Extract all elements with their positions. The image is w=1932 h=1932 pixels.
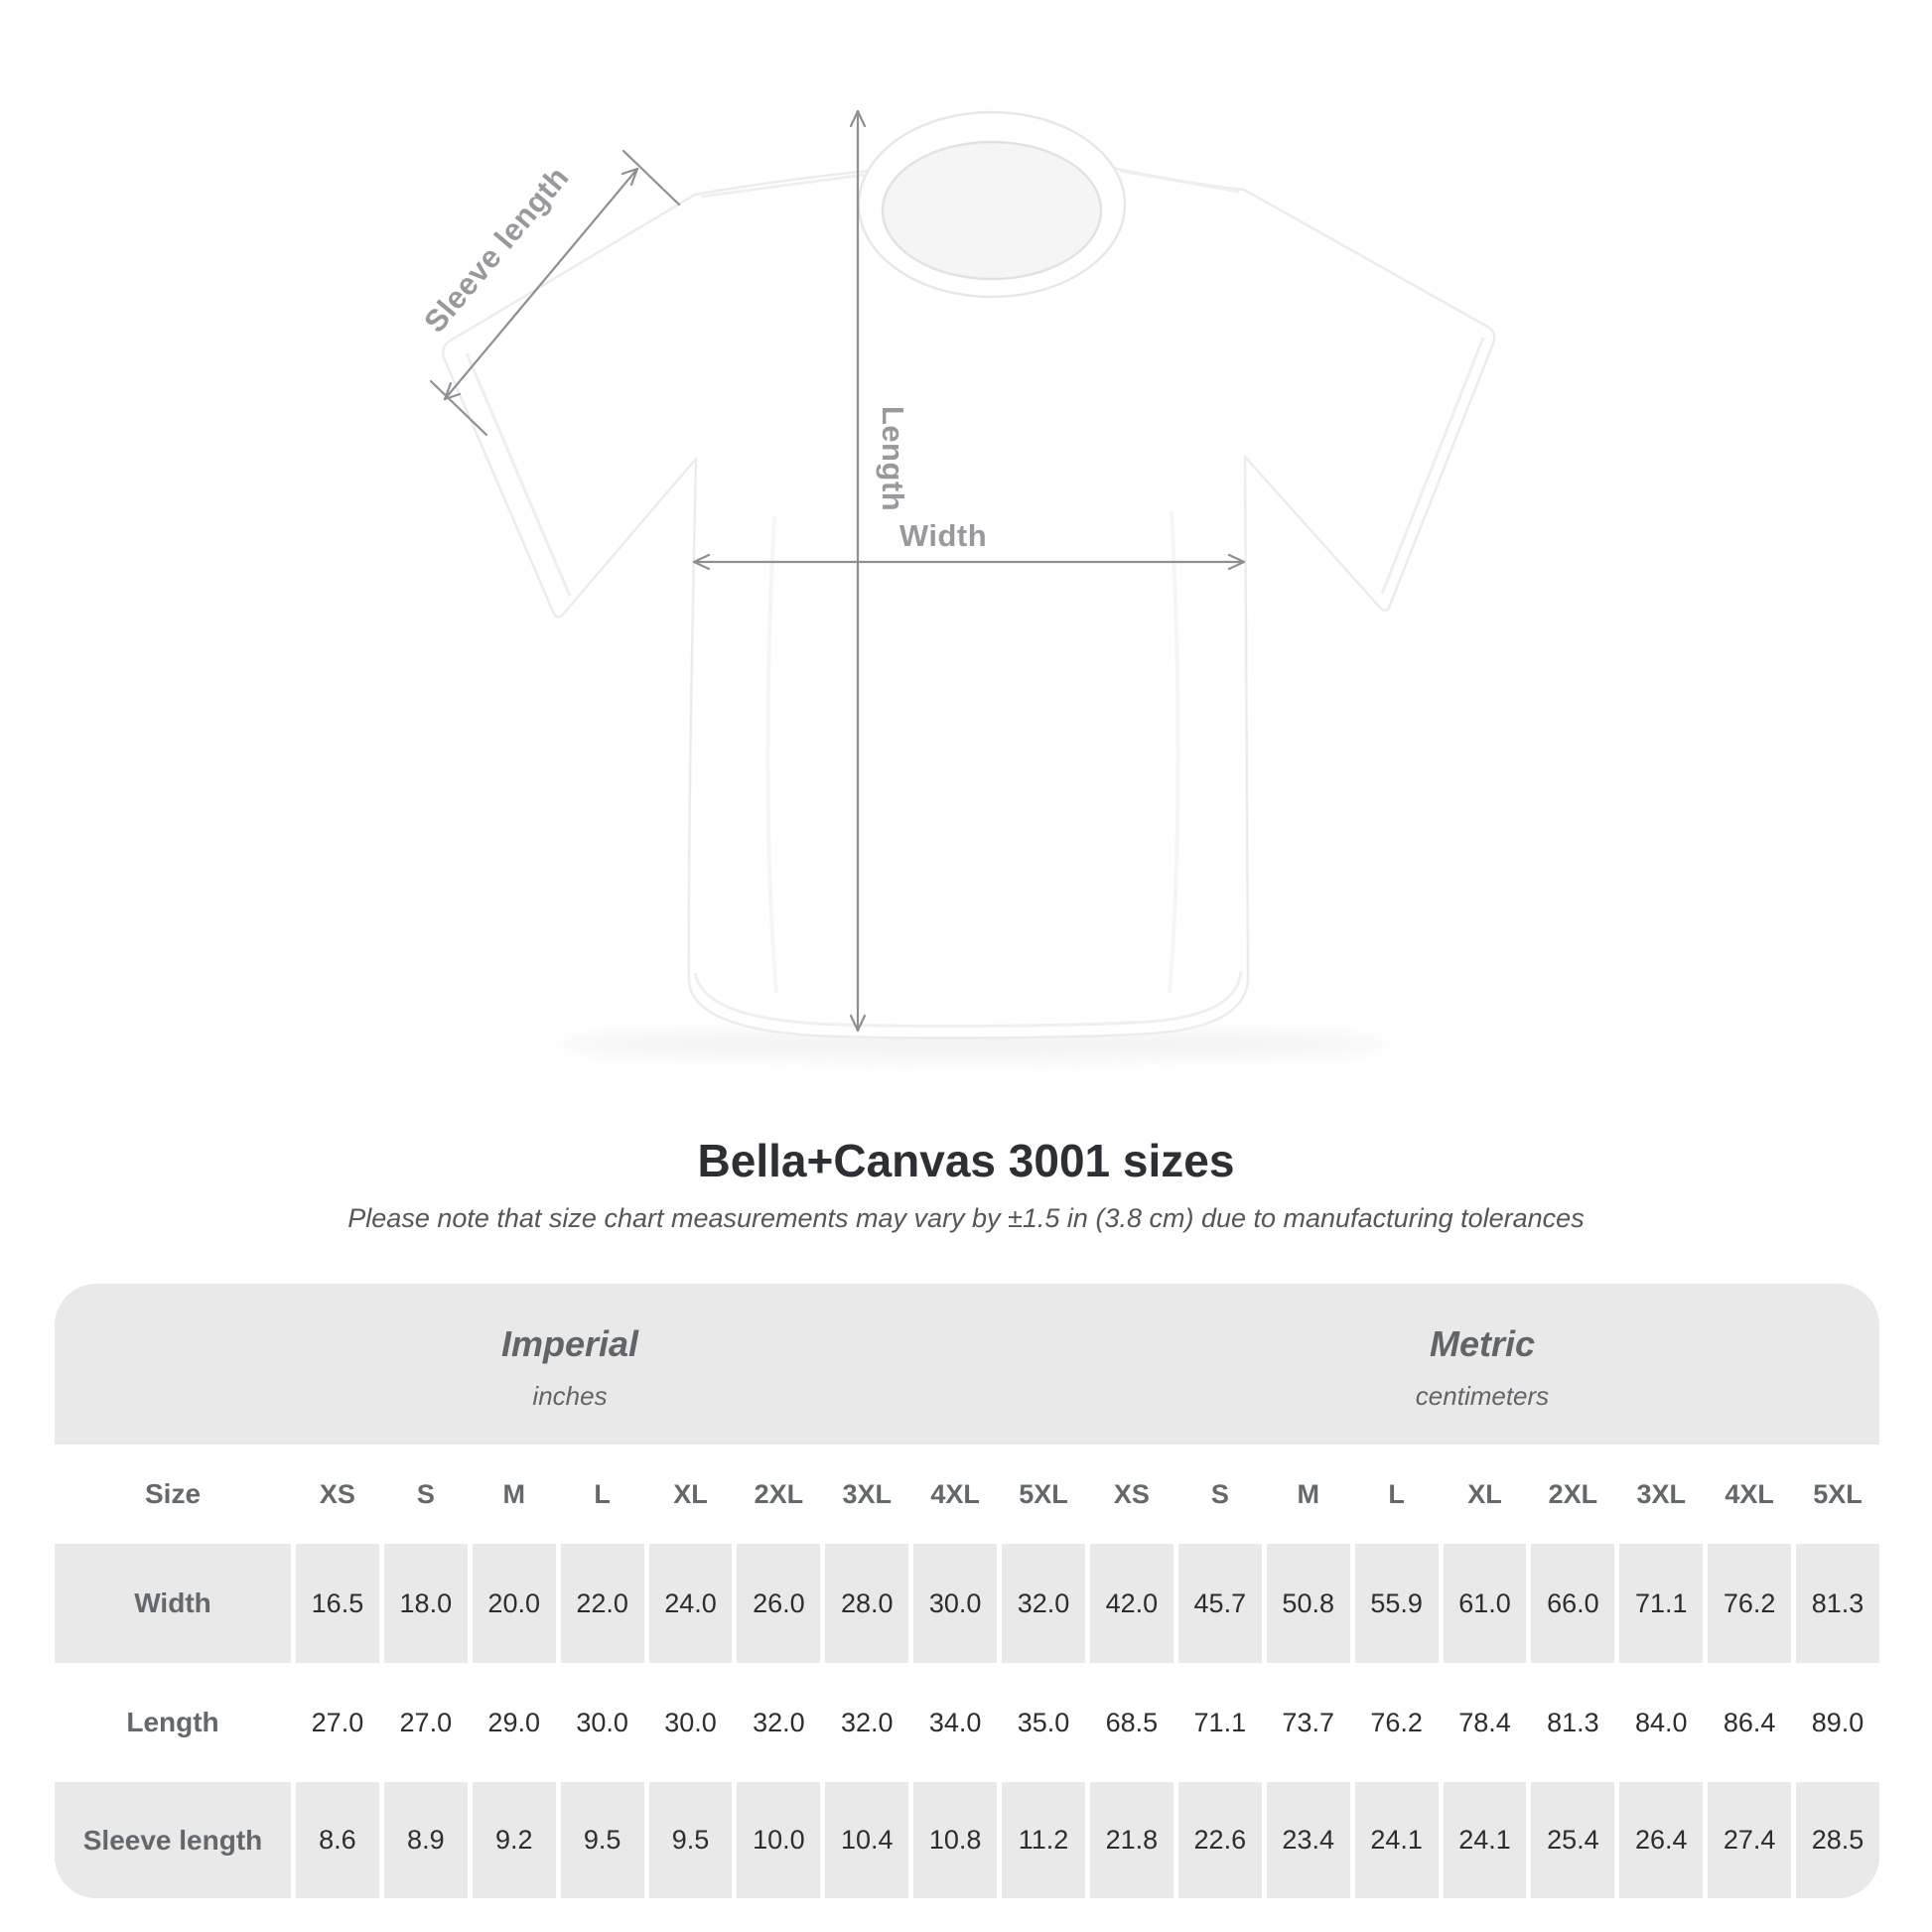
table-cell: 30.0 <box>556 1663 644 1782</box>
table-cell: 76.2 <box>1350 1663 1439 1782</box>
width-label: Width <box>898 518 988 553</box>
page-subtitle: Please note that size chart measurements may vary by ±1.5 in (3.8 cm) due to manufacturing tolerances <box>347 1203 1585 1233</box>
table-cell: 26.0 <box>732 1544 820 1663</box>
table-cell: 76.2 <box>1703 1544 1791 1663</box>
table-cell: 28.0 <box>820 1544 908 1663</box>
size-header-cell: M <box>468 1445 556 1544</box>
size-header-cell: 4XL <box>908 1445 997 1544</box>
imperial-title: Imperial <box>500 1323 639 1364</box>
table-cell: 9.5 <box>644 1782 733 1898</box>
size-header-cell: 2XL <box>1526 1445 1614 1544</box>
table-cell: 8.9 <box>379 1782 468 1898</box>
table-cell: 9.5 <box>556 1782 644 1898</box>
table-cell: 30.0 <box>908 1544 997 1663</box>
length-label: Length <box>876 405 910 512</box>
table-cell: 22.0 <box>556 1544 644 1663</box>
table-cell: 35.0 <box>997 1663 1085 1782</box>
size-header-cell: M <box>1262 1445 1350 1544</box>
imperial-section-header <box>55 1284 1085 1445</box>
size-header-cell: 3XL <box>820 1445 908 1544</box>
table-cell: 28.5 <box>1791 1782 1879 1898</box>
page-title: Bella+Canvas 3001 sizes <box>697 1135 1235 1186</box>
size-header-cell: L <box>1350 1445 1439 1544</box>
table-cell: 30.0 <box>644 1663 733 1782</box>
table-cell: 86.4 <box>1703 1663 1791 1782</box>
table-cell: 29.0 <box>468 1663 556 1782</box>
table-cell: 66.0 <box>1526 1544 1614 1663</box>
table-cell: 20.0 <box>468 1544 556 1663</box>
sleeve-length-label: Sleeve length <box>417 159 576 340</box>
table-cell: 61.0 <box>1439 1544 1527 1663</box>
table-cell: 26.4 <box>1614 1782 1703 1898</box>
table-cell: 11.2 <box>997 1782 1085 1898</box>
size-header-cell: XL <box>1439 1445 1527 1544</box>
size-header-cell: 5XL <box>1791 1445 1879 1544</box>
table-cell: 21.8 <box>1085 1782 1173 1898</box>
table-cell: 34.0 <box>908 1663 997 1782</box>
size-header-cell: L <box>556 1445 644 1544</box>
table-cell: 71.1 <box>1173 1663 1262 1782</box>
table-cell: 73.7 <box>1262 1663 1350 1782</box>
table-cell: 18.0 <box>379 1544 468 1663</box>
size-header-cell: 3XL <box>1614 1445 1703 1544</box>
table-cell: 68.5 <box>1085 1663 1173 1782</box>
table-cell: 16.5 <box>291 1544 379 1663</box>
table-cell: 81.3 <box>1791 1544 1879 1663</box>
size-header-cell: 5XL <box>997 1445 1085 1544</box>
table-cell: 8.6 <box>291 1782 379 1898</box>
row-label: Width <box>134 1587 211 1618</box>
metric-unit: centimeters <box>1415 1381 1550 1411</box>
table-cell: 23.4 <box>1262 1782 1350 1898</box>
table-cell: 42.0 <box>1085 1544 1173 1663</box>
size-header-cell: XS <box>291 1445 379 1544</box>
table-cell: 27.0 <box>291 1663 379 1782</box>
size-header-label: Size <box>144 1478 202 1509</box>
size-header-cell: XS <box>1085 1445 1173 1544</box>
table-cell: 25.4 <box>1526 1782 1614 1898</box>
table-cell: 89.0 <box>1791 1663 1879 1782</box>
size-header-cell: XL <box>644 1445 733 1544</box>
table-cell: 50.8 <box>1262 1544 1350 1663</box>
table-cell: 78.4 <box>1439 1663 1527 1782</box>
table-cell: 22.6 <box>1173 1782 1262 1898</box>
table-cell: 55.9 <box>1350 1544 1439 1663</box>
table-cell: 84.0 <box>1614 1663 1703 1782</box>
size-header-cell: S <box>379 1445 468 1544</box>
row-label: Length <box>126 1707 219 1737</box>
table-cell: 10.0 <box>732 1782 820 1898</box>
table-cell: 10.4 <box>820 1782 908 1898</box>
size-header-cell: 4XL <box>1703 1445 1791 1544</box>
tshirt-illustration <box>443 112 1494 1037</box>
table-cell: 32.0 <box>732 1663 820 1782</box>
size-table-grid <box>55 1445 1879 1898</box>
size-header-cell: S <box>1173 1445 1262 1544</box>
table-cell: 32.0 <box>997 1544 1085 1663</box>
imperial-unit: inches <box>532 1381 608 1411</box>
table-cell: 9.2 <box>468 1782 556 1898</box>
table-cell: 71.1 <box>1614 1544 1703 1663</box>
table-cell: 81.3 <box>1526 1663 1614 1782</box>
size-table <box>55 1284 1879 1898</box>
table-cell: 24.0 <box>644 1544 733 1663</box>
table-cell: 24.1 <box>1439 1782 1527 1898</box>
metric-title: Metric <box>1429 1323 1536 1364</box>
table-cell: 45.7 <box>1173 1544 1262 1663</box>
size-header-cell: 2XL <box>732 1445 820 1544</box>
row-label: Sleeve length <box>82 1824 263 1856</box>
table-cell: 24.1 <box>1350 1782 1439 1898</box>
table-cell: 27.4 <box>1703 1782 1791 1898</box>
table-cell: 27.0 <box>379 1663 468 1782</box>
table-cell: 10.8 <box>908 1782 997 1898</box>
collar-inner <box>883 142 1101 279</box>
metric-section-header <box>1085 1284 1879 1445</box>
table-cell: 32.0 <box>820 1663 908 1782</box>
